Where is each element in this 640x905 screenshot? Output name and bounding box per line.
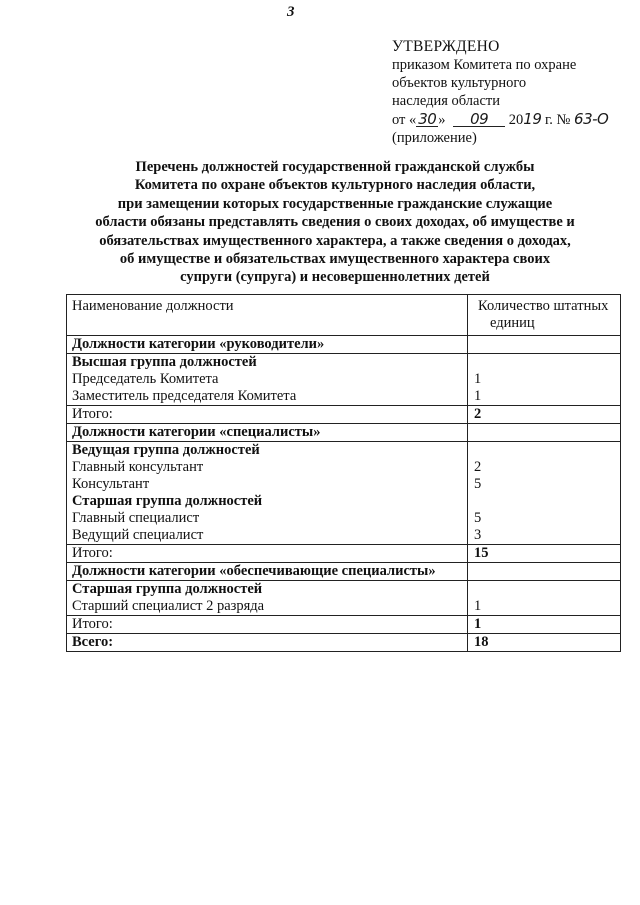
empty-cell: [468, 424, 621, 442]
approval-line-2: объектов культурного: [392, 75, 527, 91]
group-title: Старшая группа должностей: [72, 581, 263, 597]
date-year-tail: г. №: [545, 112, 571, 128]
total-label: Итого:: [67, 545, 468, 563]
position-group-cell: [67, 354, 468, 406]
table-row: [67, 336, 621, 354]
table-row: [67, 424, 621, 442]
title-line-4: области обязаны представлять сведения о своих доходах, об имуществе и: [95, 214, 575, 231]
position-group-cell: [67, 442, 468, 545]
title-line-3: при замещении которых государственные гражданские служащие: [117, 195, 553, 212]
position-count: 1: [474, 371, 482, 387]
title-line-6: об имуществе и обязательствах имущественного характера своих: [119, 251, 551, 268]
category-title: Должности категории «руководители»: [67, 336, 468, 354]
position-count: 1: [474, 598, 482, 614]
order-number: 63-О: [574, 110, 609, 128]
date-year-suffix: 19: [523, 110, 542, 128]
position-count: 1: [474, 388, 482, 404]
date-month: 09: [453, 112, 505, 127]
position-name: Заместитель председателя Комитета: [72, 388, 297, 404]
total-value: 2: [468, 406, 621, 424]
title-line-7: супруги (супруга) и несовершеннолетних детей: [180, 269, 490, 286]
date-day: 30: [418, 110, 437, 128]
position-count: 5: [474, 510, 482, 526]
approval-line-1: приказом Комитета по охране: [392, 57, 577, 73]
table-row: [67, 616, 621, 634]
table-row: [67, 563, 621, 581]
document-title: [60, 158, 610, 287]
table-row: [67, 354, 621, 406]
category-title: Должности категории «обеспечивающие специалисты»: [67, 563, 468, 581]
header-staff-count-line2: единиц: [490, 315, 535, 331]
position-count: 2: [474, 459, 482, 475]
category-title: Должности категории «специалисты»: [67, 424, 468, 442]
total-label: Итого:: [67, 616, 468, 634]
position-count: 3: [474, 527, 482, 543]
position-name: Главный консультант: [72, 459, 204, 475]
count-group-cell: [468, 581, 621, 616]
empty-cell: [468, 563, 621, 581]
title-line-2: Комитета по охране объектов культурного наследия области,: [134, 177, 536, 194]
table-row: [67, 442, 621, 545]
table-row: [67, 406, 621, 424]
position-name: Главный специалист: [72, 510, 200, 526]
date-year-prefix: 20: [508, 112, 524, 128]
grand-total-value: 18: [468, 634, 621, 652]
title-line-5: обязательствах имущественного характера, а также сведения о доходах,: [99, 232, 571, 249]
page-number: 3: [287, 4, 295, 20]
position-count: 5: [474, 476, 482, 492]
group-title: Ведущая группа должностей: [72, 442, 260, 458]
approval-heading: УТВЕРЖДЕНО: [392, 38, 500, 55]
position-group-cell: [67, 581, 468, 616]
total-label: Итого:: [67, 406, 468, 424]
group-title: Высшая группа должностей: [72, 354, 257, 370]
grand-total-row: [67, 634, 621, 652]
table-header-row: [67, 295, 621, 336]
date-prefix: от «: [392, 112, 417, 128]
header-position-name: Наименование должности: [67, 295, 468, 336]
grand-total-label: Всего:: [67, 634, 468, 652]
approval-note: (приложение): [392, 130, 477, 146]
position-name: Ведущий специалист: [72, 527, 204, 543]
positions-table: [66, 294, 621, 652]
position-name: Старший специалист 2 разряда: [72, 598, 265, 614]
group-title: Старшая группа должностей: [72, 493, 263, 509]
position-name: Консультант: [72, 476, 150, 492]
approval-line-3: наследия области: [392, 93, 501, 109]
date-day-suffix: »: [438, 112, 446, 128]
table-row: [67, 581, 621, 616]
count-group-cell: [468, 442, 621, 545]
header-staff-count-line1: Количество штатных: [478, 298, 609, 314]
total-value: 15: [468, 545, 621, 563]
approval-stamp: [392, 38, 608, 147]
total-value: 1: [468, 616, 621, 634]
empty-cell: [468, 336, 621, 354]
count-group-cell: [468, 354, 621, 406]
title-line-1: Перечень должностей государственной гражданской службы: [135, 159, 535, 175]
header-staff-count: [468, 295, 621, 336]
table-row: [67, 545, 621, 563]
approval-date-line: [392, 110, 608, 129]
position-name: Председатель Комитета: [72, 371, 219, 387]
